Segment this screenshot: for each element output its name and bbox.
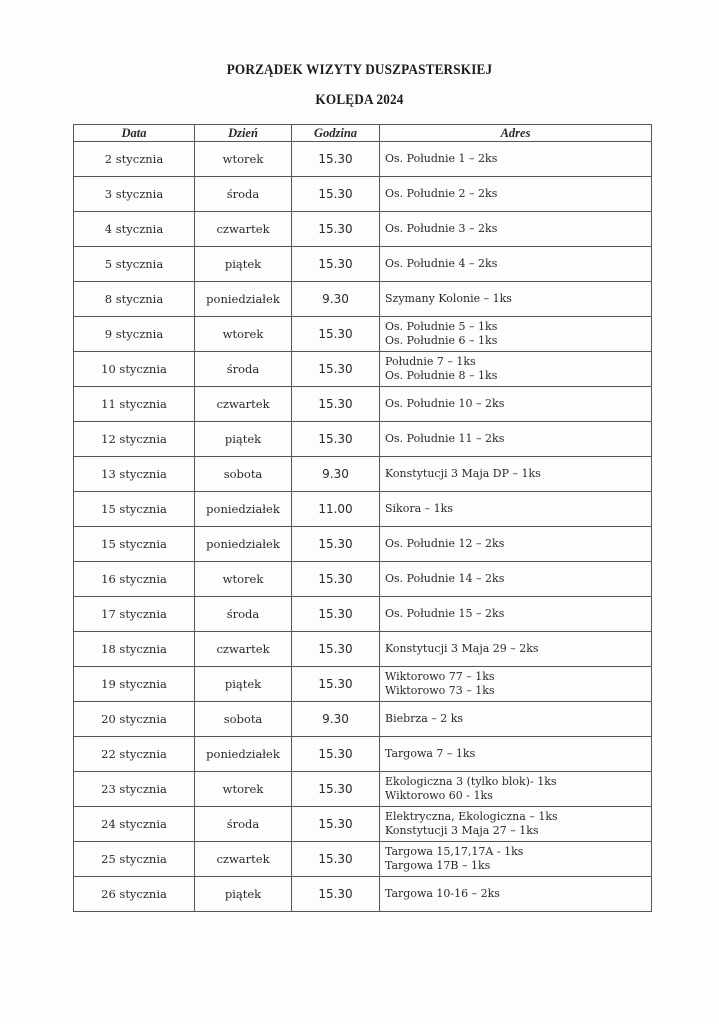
cell-date: 25 stycznia: [74, 842, 195, 877]
address-line: Wiktorowo 73 – 1ks: [385, 684, 495, 697]
table-row: [74, 702, 652, 737]
table-row: [74, 667, 652, 702]
cell-day: środa: [195, 177, 292, 212]
cell-day: wtorek: [195, 772, 292, 807]
address-line: Konstytucji 3 Maja DP – 1ks: [385, 467, 541, 480]
cell-day: poniedziałek: [195, 492, 292, 527]
cell-date: 16 stycznia: [74, 562, 195, 597]
cell-hour: 11.00: [292, 492, 380, 527]
cell-date: 24 stycznia: [74, 807, 195, 842]
table-row: [74, 877, 652, 912]
address-line: Os. Południe 1 – 2ks: [385, 152, 498, 165]
address-line: Szymany Kolonie – 1ks: [385, 292, 512, 305]
cell-address: [380, 772, 652, 807]
cell-date: 26 stycznia: [74, 877, 195, 912]
cell-address: [380, 702, 652, 737]
address-line: Os. Południe 12 – 2ks: [385, 537, 505, 550]
address-line: Os. Południe 15 – 2ks: [385, 607, 505, 620]
table-row: [74, 527, 652, 562]
address-line: Os. Południe 2 – 2ks: [385, 187, 498, 200]
address-line: Os. Południe 6 – 1ks: [385, 334, 498, 347]
document-subtitle: KOLĘDA 2024: [315, 92, 404, 108]
address-line: Południe 7 – 1ks: [385, 355, 476, 368]
table-header-row: [74, 125, 652, 142]
address-line: Ekologiczna 3 (tylko blok)- 1ks: [385, 775, 557, 788]
table-row: [74, 492, 652, 527]
cell-address: [380, 842, 652, 877]
header-day: Dzień: [195, 125, 292, 142]
table-row: [74, 562, 652, 597]
address-line: Sikora – 1ks: [385, 502, 453, 515]
header-date: Data: [74, 125, 195, 142]
cell-day: środa: [195, 352, 292, 387]
cell-address: [380, 177, 652, 212]
address-line: Konstytucji 3 Maja 27 – 1ks: [385, 824, 539, 837]
cell-date: 3 stycznia: [74, 177, 195, 212]
table-row: [74, 807, 652, 842]
cell-date: 9 stycznia: [74, 317, 195, 352]
cell-hour: 15.30: [292, 632, 380, 667]
cell-hour: 15.30: [292, 527, 380, 562]
cell-date: 15 stycznia: [74, 492, 195, 527]
table-row: [74, 177, 652, 212]
cell-date: 4 stycznia: [74, 212, 195, 247]
address-line: Targowa 15,17,17A - 1ks: [385, 845, 524, 858]
cell-address: [380, 247, 652, 282]
document-title: PORZĄDEK WIZYTY DUSZPASTERSKIEJ: [226, 62, 493, 78]
cell-day: wtorek: [195, 317, 292, 352]
address-line: Biebrza – 2 ks: [385, 712, 464, 725]
cell-day: wtorek: [195, 562, 292, 597]
cell-address: [380, 737, 652, 772]
cell-date: 17 stycznia: [74, 597, 195, 632]
table-row: [74, 247, 652, 282]
address-line: Wiktorowo 77 – 1ks: [385, 670, 495, 683]
cell-date: 23 stycznia: [74, 772, 195, 807]
cell-address: [380, 317, 652, 352]
cell-day: piątek: [195, 422, 292, 457]
address-line: Os. Południe 3 – 2ks: [385, 222, 498, 235]
table-row: [74, 632, 652, 667]
address-line: Targowa 7 – 1ks: [385, 747, 476, 760]
cell-address: [380, 562, 652, 597]
address-line: Os. Południe 8 – 1ks: [385, 369, 498, 382]
cell-hour: 15.30: [292, 842, 380, 877]
cell-hour: 15.30: [292, 597, 380, 632]
cell-day: sobota: [195, 457, 292, 492]
table-row: [74, 282, 652, 317]
cell-address: [380, 387, 652, 422]
address-line: Os. Południe 4 – 2ks: [385, 257, 498, 270]
cell-hour: 15.30: [292, 317, 380, 352]
cell-hour: 15.30: [292, 667, 380, 702]
table-row: [74, 597, 652, 632]
cell-address: [380, 632, 652, 667]
cell-day: czwartek: [195, 212, 292, 247]
table-row: [74, 422, 652, 457]
schedule-table: [73, 124, 652, 912]
table-row: [74, 387, 652, 422]
cell-date: 20 stycznia: [74, 702, 195, 737]
table-row: [74, 212, 652, 247]
cell-date: 15 stycznia: [74, 527, 195, 562]
cell-hour: 9.30: [292, 702, 380, 737]
cell-address: [380, 457, 652, 492]
cell-date: 18 stycznia: [74, 632, 195, 667]
address-line: Targowa 17B – 1ks: [385, 859, 491, 872]
cell-day: środa: [195, 807, 292, 842]
cell-address: [380, 807, 652, 842]
cell-hour: 15.30: [292, 562, 380, 597]
cell-day: poniedziałek: [195, 527, 292, 562]
cell-hour: 15.30: [292, 142, 380, 177]
table-row: [74, 352, 652, 387]
cell-date: 10 stycznia: [74, 352, 195, 387]
address-line: Wiktorowo 60 - 1ks: [385, 789, 493, 802]
cell-date: 8 stycznia: [74, 282, 195, 317]
table-row: [74, 142, 652, 177]
cell-hour: 15.30: [292, 247, 380, 282]
cell-date: 12 stycznia: [74, 422, 195, 457]
cell-hour: 15.30: [292, 177, 380, 212]
address-line: Os. Południe 11 – 2ks: [385, 432, 505, 445]
cell-address: [380, 282, 652, 317]
table-row: [74, 317, 652, 352]
table-row: [74, 457, 652, 492]
cell-day: czwartek: [195, 842, 292, 877]
address-line: Os. Południe 5 – 1ks: [385, 320, 498, 333]
cell-address: [380, 527, 652, 562]
cell-date: 13 stycznia: [74, 457, 195, 492]
cell-address: [380, 422, 652, 457]
cell-address: [380, 667, 652, 702]
table-row: [74, 842, 652, 877]
cell-hour: 9.30: [292, 282, 380, 317]
cell-day: piątek: [195, 247, 292, 282]
cell-day: środa: [195, 597, 292, 632]
cell-hour: 15.30: [292, 387, 380, 422]
header-address: Adres: [380, 125, 652, 142]
cell-address: [380, 492, 652, 527]
cell-day: piątek: [195, 667, 292, 702]
cell-date: 22 stycznia: [74, 737, 195, 772]
cell-day: piątek: [195, 877, 292, 912]
table-row: [74, 737, 652, 772]
cell-hour: 15.30: [292, 737, 380, 772]
address-line: Konstytucji 3 Maja 29 – 2ks: [385, 642, 539, 655]
cell-hour: 15.30: [292, 212, 380, 247]
cell-address: [380, 142, 652, 177]
cell-hour: 15.30: [292, 422, 380, 457]
cell-day: poniedziałek: [195, 737, 292, 772]
cell-hour: 15.30: [292, 807, 380, 842]
cell-day: czwartek: [195, 387, 292, 422]
cell-address: [380, 212, 652, 247]
cell-day: sobota: [195, 702, 292, 737]
header-hour: Godzina: [292, 125, 380, 142]
address-line: Os. Południe 14 – 2ks: [385, 572, 505, 585]
cell-hour: 9.30: [292, 457, 380, 492]
cell-hour: 15.30: [292, 877, 380, 912]
cell-date: 5 stycznia: [74, 247, 195, 282]
cell-address: [380, 877, 652, 912]
address-line: Elektryczna, Ekologiczna – 1ks: [385, 810, 558, 823]
cell-date: 11 stycznia: [74, 387, 195, 422]
cell-address: [380, 352, 652, 387]
address-line: Targowa 10-16 – 2ks: [385, 887, 500, 900]
cell-day: czwartek: [195, 632, 292, 667]
cell-day: poniedziałek: [195, 282, 292, 317]
address-line: Os. Południe 10 – 2ks: [385, 397, 505, 410]
cell-day: wtorek: [195, 142, 292, 177]
cell-hour: 15.30: [292, 772, 380, 807]
cell-date: 2 stycznia: [74, 142, 195, 177]
cell-hour: 15.30: [292, 352, 380, 387]
table-row: [74, 772, 652, 807]
cell-address: [380, 597, 652, 632]
cell-date: 19 stycznia: [74, 667, 195, 702]
